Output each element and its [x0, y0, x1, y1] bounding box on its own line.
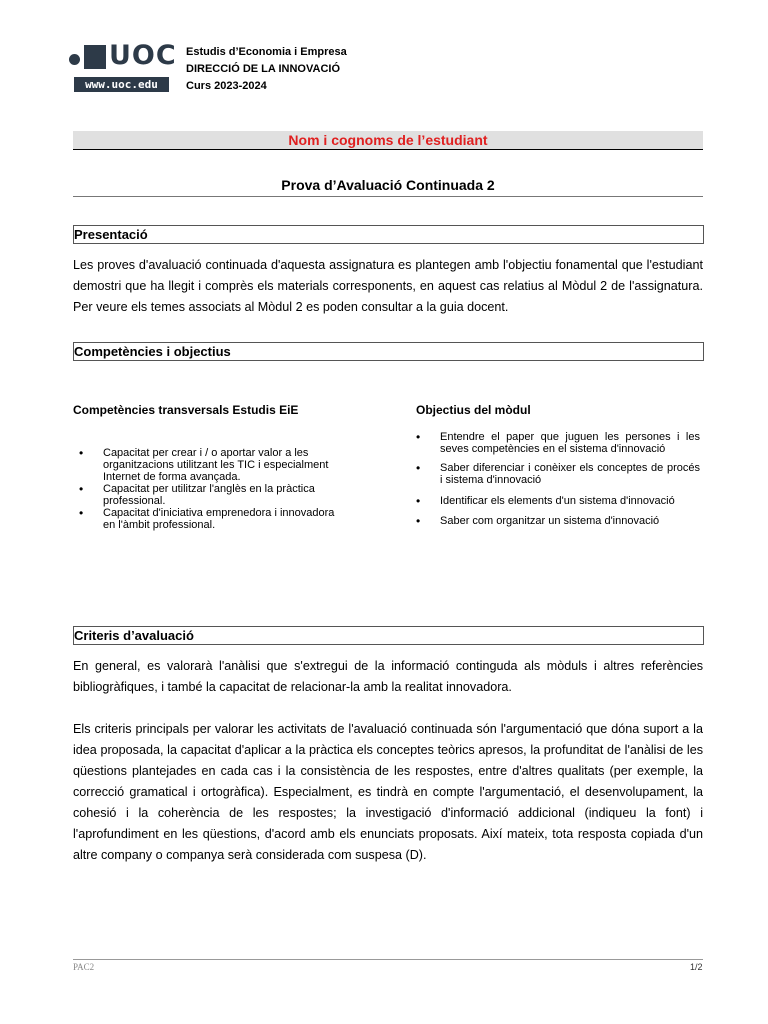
list-item: • Capacitat per crear i / o aportar valor a les organitzacions utilitzant les TIC i especialment Internet de forma avançada. — [73, 447, 343, 483]
title-divider — [73, 196, 703, 197]
objectives-list — [410, 431, 700, 527]
section-heading-presentacio — [73, 225, 704, 244]
list-item: • Capacitat d'iniciativa emprenedora i innovadora en l'àmbit professional. — [73, 507, 343, 531]
header-info — [186, 44, 347, 95]
logo-square-icon — [84, 45, 106, 69]
section-heading-label: Presentació — [74, 227, 148, 242]
criteris-paragraph-2: Els criteris principals per valorar les activitats de l'avaluació continuada són l'argumentació que dóna suport a la idea proposada, la capacitat d'aplicar a la pràctica els conceptes teòrics apresos, la profunditat de l'anàlisi de les qüestions plantejades en cada cas i la consistència de les respostes, entre d'altres qualitats (per exemple, la correcció gramatical i ortogràfica). Especialment, es tindrà en compte l'argumentació, el desenvolupament, la cohesió i la coherència de les respostes; la investigació d'informació addicional (indiqueu la font) i l'aprofundiment en les qüestions, d'acord amb els enunciats proposats. Així mateix, tota resposta copiada d'un altre company o companya serà considerada com suspesa (D). — [73, 722, 703, 862]
objectives-column-title: Objectius del mòdul — [416, 403, 531, 417]
list-item: • Capacitat per utilitzar l'anglès en la pràctica professional. — [73, 483, 343, 507]
section-heading-competencies — [73, 342, 704, 361]
page-number: 1/2 — [690, 962, 703, 972]
competencies-column-title: Competències transversals Estudis EiE — [73, 403, 299, 417]
list-item: • Identificar els elements d'un sistema d'innovació — [410, 495, 700, 507]
list-item: • Saber com organitzar un sistema d'innovació — [410, 515, 700, 527]
student-name-field[interactable]: Nom i cognoms de l’estudiant — [73, 131, 703, 150]
logo-dot-icon — [69, 54, 80, 65]
section-heading-label: Competències i objectius — [74, 344, 231, 359]
document-title: Prova d’Avaluació Continuada 2 — [281, 177, 495, 193]
footer-doc-code: PAC2 — [73, 962, 95, 972]
list-item: • Saber diferenciar i conèixer els conceptes de procés i sistema d'innovació — [410, 462, 700, 486]
competencies-list — [73, 447, 343, 531]
presentacio-text: Les proves d'avaluació continuada d'aquesta assignatura es plantegen amb l'objectiu fonamental que l'estudiant demostri que ha llegit i comprès els materials corresponents, en aquest cas relatius al Mòdul 2 de l'assignatura. Per veure els temes associats al Mòdul 2 es poden consultar a la guia docent. — [73, 258, 703, 314]
logo-text: UOC — [109, 40, 177, 71]
criteris-paragraph-1: En general, es valorarà l'anàlisi que s'extregui de la informació continguda als mòduls i altres referències bibliogràfiques, i també la capacitat de relacionar-la amb la realitat innovadora. — [73, 659, 703, 694]
section-heading-label: Criteris d’avaluació — [74, 628, 194, 643]
header-line-2: DIRECCIÓ DE LA INNOVACIÓ — [186, 63, 341, 75]
section-heading-criteris — [73, 626, 704, 645]
logo-mark — [67, 40, 177, 73]
header-line-3: Curs 2023-2024 — [186, 80, 267, 92]
footer-divider — [73, 959, 703, 960]
header-line-1: Estudis d’Economia i Empresa — [186, 46, 347, 58]
logo-url: www.uoc.edu — [74, 77, 169, 92]
uoc-logo — [67, 40, 177, 93]
list-item: • Entendre el paper que juguen les persones i les seves competències en el sistema d'innovació — [410, 431, 700, 455]
